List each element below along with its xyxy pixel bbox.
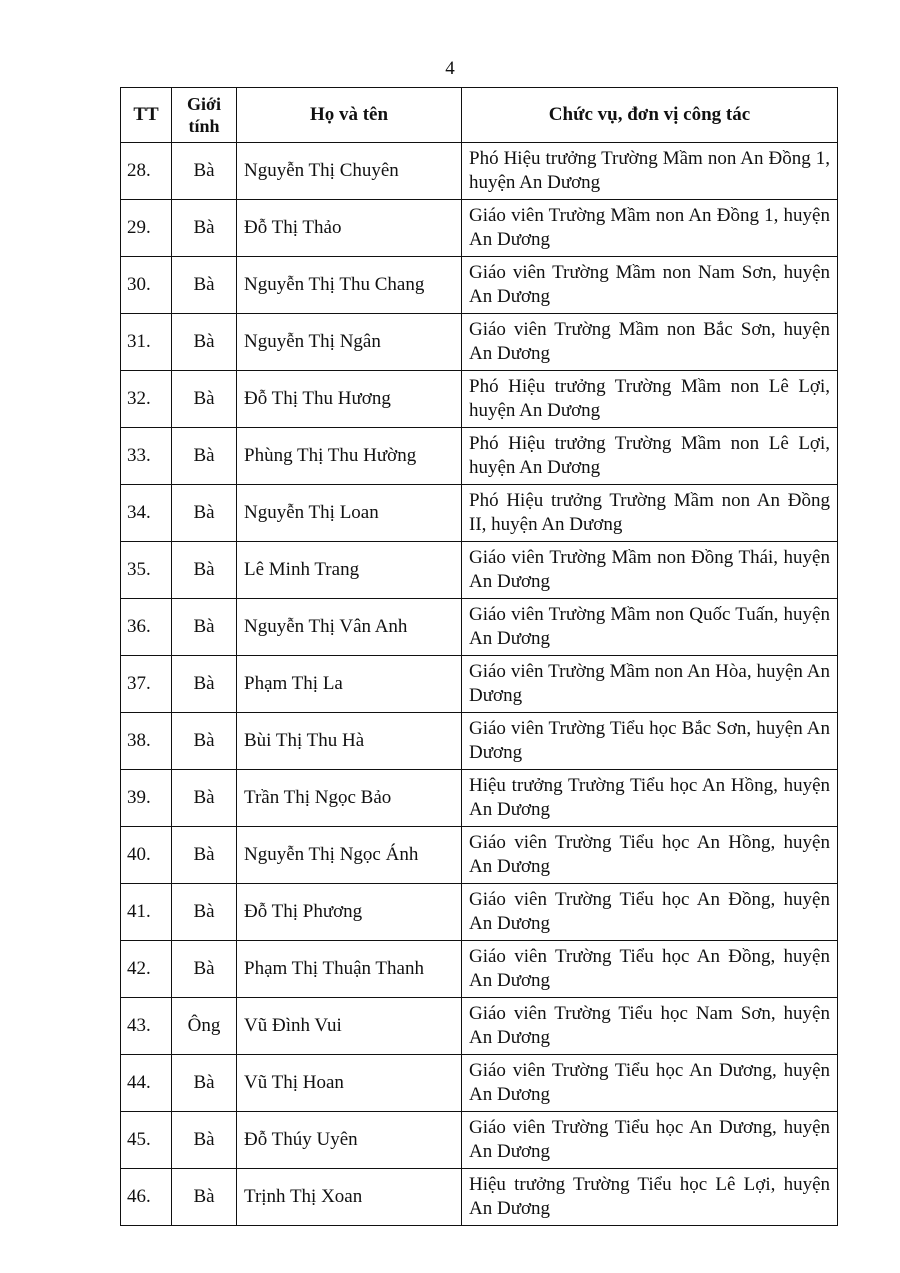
cell-name: Trịnh Thị Xoan xyxy=(237,1169,462,1226)
cell-position: Phó Hiệu trưởng Trường Mầm non An Đồng II, huyện An Dương xyxy=(462,485,838,542)
cell-name: Lê Minh Trang xyxy=(237,542,462,599)
table-row xyxy=(121,656,838,713)
table-row xyxy=(121,542,838,599)
table-row xyxy=(121,713,838,770)
cell-position: Hiệu trưởng Trường Tiểu học Lê Lợi, huyện An Dương xyxy=(462,1169,838,1226)
cell-tt: 33. xyxy=(121,428,172,485)
table-row xyxy=(121,371,838,428)
cell-position: Giáo viên Trường Tiểu học Bắc Sơn, huyện An Dương xyxy=(462,713,838,770)
table-row xyxy=(121,599,838,656)
cell-tt: 43. xyxy=(121,998,172,1055)
cell-tt: 28. xyxy=(121,143,172,200)
cell-name: Nguyễn Thị Vân Anh xyxy=(237,599,462,656)
table-row xyxy=(121,1055,838,1112)
cell-position: Phó Hiệu trưởng Trường Mầm non Lê Lợi, huyện An Dương xyxy=(462,371,838,428)
cell-gender: Bà xyxy=(172,542,237,599)
table-row xyxy=(121,143,838,200)
cell-name: Nguyễn Thị Ngân xyxy=(237,314,462,371)
table-row xyxy=(121,428,838,485)
cell-tt: 35. xyxy=(121,542,172,599)
page-number: 4 xyxy=(445,58,455,79)
cell-tt: 42. xyxy=(121,941,172,998)
cell-gender: Bà xyxy=(172,1112,237,1169)
table-row xyxy=(121,314,838,371)
cell-gender: Ông xyxy=(172,998,237,1055)
cell-name: Phùng Thị Thu Hường xyxy=(237,428,462,485)
cell-name: Vũ Thị Hoan xyxy=(237,1055,462,1112)
cell-name: Đỗ Thị Thảo xyxy=(237,200,462,257)
cell-tt: 46. xyxy=(121,1169,172,1226)
cell-tt: 32. xyxy=(121,371,172,428)
table-row xyxy=(121,257,838,314)
header-tt: TT xyxy=(121,88,172,143)
cell-tt: 29. xyxy=(121,200,172,257)
table-row xyxy=(121,200,838,257)
cell-gender: Bà xyxy=(172,1169,237,1226)
cell-gender: Bà xyxy=(172,200,237,257)
table-row xyxy=(121,770,838,827)
cell-name: Đỗ Thị Phương xyxy=(237,884,462,941)
cell-gender: Bà xyxy=(172,257,237,314)
cell-gender: Bà xyxy=(172,884,237,941)
personnel-table xyxy=(120,87,838,1226)
cell-name: Nguyễn Thị Chuyên xyxy=(237,143,462,200)
cell-position: Hiệu trưởng Trường Tiểu học An Hồng, huyện An Dương xyxy=(462,770,838,827)
cell-tt: 45. xyxy=(121,1112,172,1169)
cell-gender: Bà xyxy=(172,371,237,428)
cell-name: Bùi Thị Thu Hà xyxy=(237,713,462,770)
cell-name: Trần Thị Ngọc Bảo xyxy=(237,770,462,827)
cell-gender: Bà xyxy=(172,713,237,770)
cell-position: Giáo viên Trường Tiểu học An Hồng, huyện An Dương xyxy=(462,827,838,884)
cell-position: Giáo viên Trường Tiểu học An Đồng, huyện An Dương xyxy=(462,884,838,941)
cell-gender: Bà xyxy=(172,827,237,884)
header-position: Chức vụ, đơn vị công tác xyxy=(462,88,838,143)
cell-tt: 38. xyxy=(121,713,172,770)
cell-position: Giáo viên Trường Mầm non An Hòa, huyện An Dương xyxy=(462,656,838,713)
cell-name: Phạm Thị Thuận Thanh xyxy=(237,941,462,998)
cell-tt: 37. xyxy=(121,656,172,713)
cell-gender: Bà xyxy=(172,770,237,827)
cell-position: Giáo viên Trường Mầm non An Đồng 1, huyện An Dương xyxy=(462,200,838,257)
table-row xyxy=(121,485,838,542)
cell-position: Giáo viên Trường Mầm non Quốc Tuấn, huyện An Dương xyxy=(462,599,838,656)
header-gender-line1: Giới xyxy=(187,94,221,114)
cell-tt: 44. xyxy=(121,1055,172,1112)
cell-position: Giáo viên Trường Tiểu học An Dương, huyện An Dương xyxy=(462,1112,838,1169)
table-row xyxy=(121,884,838,941)
cell-gender: Bà xyxy=(172,428,237,485)
cell-name: Vũ Đình Vui xyxy=(237,998,462,1055)
cell-gender: Bà xyxy=(172,656,237,713)
cell-name: Đỗ Thúy Uyên xyxy=(237,1112,462,1169)
table-row xyxy=(121,998,838,1055)
cell-gender: Bà xyxy=(172,941,237,998)
cell-tt: 40. xyxy=(121,827,172,884)
cell-position: Giáo viên Trường Tiểu học An Dương, huyện An Dương xyxy=(462,1055,838,1112)
cell-tt: 41. xyxy=(121,884,172,941)
table-header-row xyxy=(121,88,838,143)
cell-gender: Bà xyxy=(172,599,237,656)
cell-tt: 30. xyxy=(121,257,172,314)
cell-name: Nguyễn Thị Thu Chang xyxy=(237,257,462,314)
header-name: Họ và tên xyxy=(237,88,462,143)
cell-name: Nguyễn Thị Loan xyxy=(237,485,462,542)
table-row xyxy=(121,1169,838,1226)
table-row xyxy=(121,827,838,884)
cell-name: Phạm Thị La xyxy=(237,656,462,713)
cell-gender: Bà xyxy=(172,1055,237,1112)
cell-position: Giáo viên Trường Mầm non Bắc Sơn, huyện An Dương xyxy=(462,314,838,371)
cell-gender: Bà xyxy=(172,143,237,200)
cell-position: Giáo viên Trường Mầm non Đồng Thái, huyện An Dương xyxy=(462,542,838,599)
cell-position: Phó Hiệu trưởng Trường Mầm non An Đồng 1, huyện An Dương xyxy=(462,143,838,200)
header-gender-line2: tính xyxy=(188,116,220,136)
cell-tt: 36. xyxy=(121,599,172,656)
cell-tt: 39. xyxy=(121,770,172,827)
table-row xyxy=(121,941,838,998)
cell-position: Phó Hiệu trưởng Trường Mầm non Lê Lợi, huyện An Dương xyxy=(462,428,838,485)
header-gender xyxy=(172,88,237,143)
cell-position: Giáo viên Trường Tiểu học Nam Sơn, huyện An Dương xyxy=(462,998,838,1055)
cell-tt: 34. xyxy=(121,485,172,542)
cell-position: Giáo viên Trường Tiểu học An Đồng, huyện An Dương xyxy=(462,941,838,998)
cell-gender: Bà xyxy=(172,485,237,542)
cell-tt: 31. xyxy=(121,314,172,371)
table-row xyxy=(121,1112,838,1169)
cell-position: Giáo viên Trường Mầm non Nam Sơn, huyện An Dương xyxy=(462,257,838,314)
cell-gender: Bà xyxy=(172,314,237,371)
cell-name: Đỗ Thị Thu Hương xyxy=(237,371,462,428)
cell-name: Nguyễn Thị Ngọc Ánh xyxy=(237,827,462,884)
